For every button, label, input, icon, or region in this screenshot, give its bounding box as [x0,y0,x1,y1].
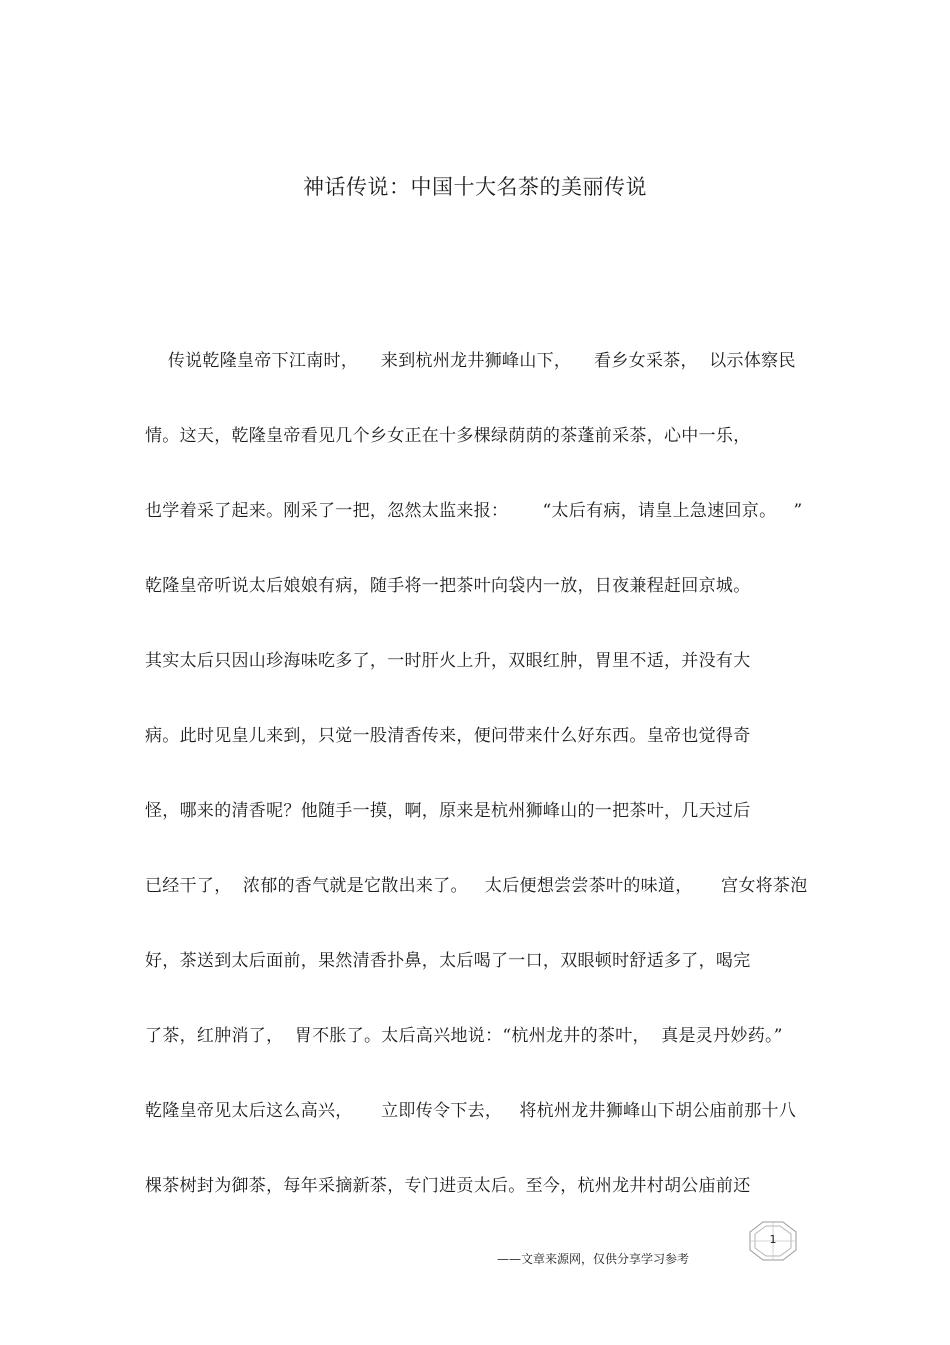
body-line: 了茶，红肿消了， 胃不胀了。太后高兴地说：“杭州龙井的茶叶， 真是灵丹妙药。” [145,1026,783,1046]
body-line: 传说乾隆皇帝下江南时， 来到杭州龙井狮峰山下， 看乡女采茶， 以示体察民 [145,351,796,371]
body-line: 病。此时见皇儿来到，只觉一股清香传来，便问带来什么好东西。皇帝也觉得奇 [145,726,751,746]
document-title: 神话传说：中国十大名茶的美丽传说 [303,175,647,199]
page-number: 1 [769,1233,777,1246]
body-line: 棵茶树封为御茶，每年采摘新茶，专门进贡太后。至今，杭州龙井村胡公庙前还 [145,1176,751,1196]
body-line: 乾隆皇帝见太后这么高兴， 立即传令下去， 将杭州龙井狮峰山下胡公庙前那十八 [145,1101,797,1121]
body-line: 怪，哪来的清香呢？他随手一摸，啊，原来是杭州狮峰山的一把茶叶，几天过后 [145,801,751,821]
body-line: 乾隆皇帝听说太后娘娘有病，随手将一把茶叶向袋内一放，日夜兼程赶回京城。 [145,576,751,596]
body-line: 也学着采了起来。刚采了一把，忽然太监来报： “太后有病，请皇上急速回京。 ” [145,501,803,521]
body-text [145,346,810,1246]
page-number-badge [748,1220,798,1262]
body-line: 已经干了， 浓郁的香气就是它散出来了。 太后便想尝尝茶叶的味道， 宫女将茶泡 [145,876,808,896]
source-note: ——文章来源网，仅供分享学习参考 [497,1252,690,1266]
body-line: 情。这天，乾隆皇帝看见几个乡女正在十多棵绿荫荫的茶蓬前采茶，心中一乐， [145,426,751,446]
body-line: 好，茶送到太后面前，果然清香扑鼻，太后喝了一口，双眼顿时舒适多了，喝完 [145,951,751,971]
body-line: 其实太后只因山珍海味吃多了，一时肝火上升，双眼红肿，胃里不适，并没有大 [145,651,751,671]
